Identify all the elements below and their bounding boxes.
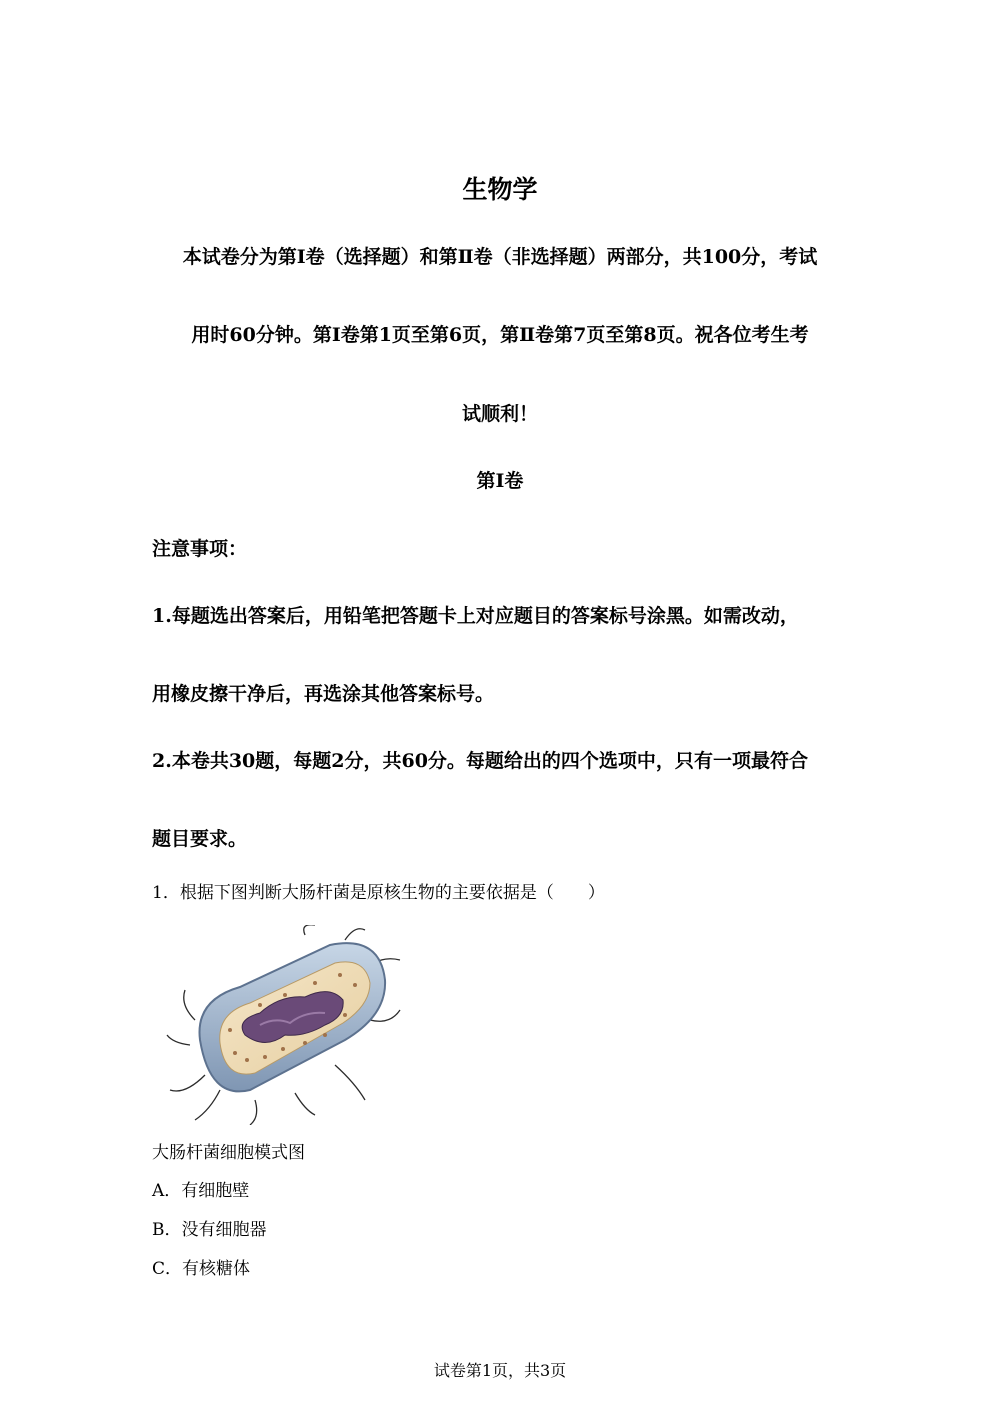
intro-line-1: 本试卷分为第Ⅰ卷（选择题）和第Ⅱ卷（非选择题）两部分，共100分，考试 [182, 246, 818, 268]
page-title: 生物学 [462, 175, 538, 204]
option-b: B．没有细胞器 [152, 1220, 267, 1240]
page-footer: 试卷第1页，共3页 [433, 1361, 567, 1380]
intro-line-3: 试顺利！ [461, 403, 538, 425]
option-c: C．有核糖体 [152, 1259, 251, 1279]
option-a: A．有细胞壁 [152, 1181, 250, 1201]
notice-line-3: 2.本卷共30题，每题2分，共60分。每题给出的四个选项中，只有一项最符合 [152, 750, 808, 772]
notice-heading: 注意事项： [152, 538, 248, 560]
question-stem: 1．根据下图判断大肠杆菌是原核生物的主要依据是（ ） [152, 883, 605, 903]
ecoli-cell-illustration [165, 925, 405, 1125]
section-title: 第Ⅰ卷 [476, 470, 524, 492]
notice-line-1: 1.每题选出答案后，用铅笔把答题卡上对应题目的答案标号涂黑。如需改动， [152, 605, 799, 627]
intro-line-2: 用时60分钟。第Ⅰ卷第1页至第6页，第Ⅱ卷第7页至第8页。祝各位考生考 [191, 324, 809, 346]
notice-line-2: 用橡皮擦干净后，再选涂其他答案标号。 [152, 683, 495, 705]
notice-line-4: 题目要求。 [152, 828, 248, 850]
figure-caption: 大肠杆菌细胞模式图 [152, 1143, 305, 1163]
